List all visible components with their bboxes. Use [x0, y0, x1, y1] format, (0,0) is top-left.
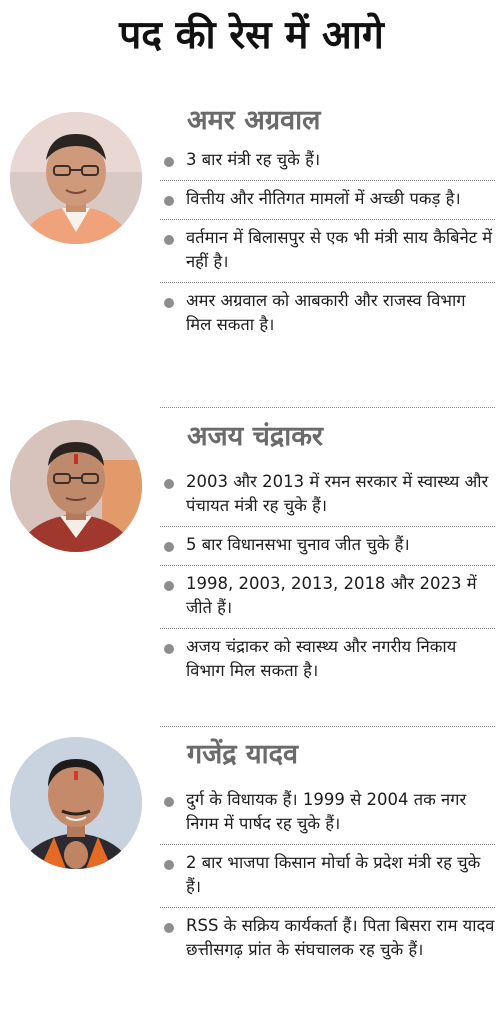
- profile-name: अजय चंद्राकर: [187, 421, 323, 452]
- bullet-list: [160, 782, 495, 970]
- bullet-icon: [164, 196, 174, 206]
- section-divider: [160, 407, 495, 408]
- bullet-icon: [164, 581, 174, 591]
- portrait-ajay-chandrakar-image: [10, 420, 142, 552]
- bullet-list: [160, 142, 495, 345]
- avatar: [10, 737, 142, 869]
- bullet-icon: [164, 923, 174, 933]
- portrait-gajendra-yadav-image: [10, 737, 142, 869]
- list-item: अमर अग्रवाल को आबकारी और राजस्व विभाग मिल सकता है।: [160, 283, 495, 345]
- list-item: 1998, 2003, 2013, 2018 और 2023 में जीते हैं।: [160, 566, 495, 629]
- bullet-list: [160, 464, 495, 691]
- bullet-icon: [164, 235, 174, 245]
- profile-name: अमर अग्रवाल: [187, 105, 321, 136]
- profile-name: गजेंद्र यादव: [187, 739, 298, 770]
- section-divider: [160, 726, 495, 727]
- bullet-icon: [164, 479, 174, 489]
- avatar: [10, 112, 142, 244]
- list-item: दुर्ग के विधायक हैं। 1999 से 2004 तक नगर निगम में पार्षद रह चुके हैं।: [160, 782, 495, 845]
- bullet-icon: [164, 298, 174, 308]
- avatar: [10, 420, 142, 552]
- bullet-icon: [164, 157, 174, 167]
- list-item: अजय चंद्राकर को स्वास्थ्य और नगरीय निकाय विभाग मिल सकता है।: [160, 629, 495, 691]
- list-item: वित्तीय और नीतिगत मामलों में अच्छी पकड़ है।: [160, 181, 495, 220]
- portrait-amar-agrawal-image: [10, 112, 142, 244]
- bullet-icon: [164, 797, 174, 807]
- page-title: पद की रेस में आगे: [119, 13, 384, 58]
- bullet-icon: [164, 860, 174, 870]
- list-item: 2 बार भाजपा किसान मोर्चा के प्रदेश मंत्री रह चुके हैं।: [160, 845, 495, 908]
- list-item: वर्तमान में बिलासपुर से एक भी मंत्री साय कैबिनेट में नहीं है।: [160, 220, 495, 283]
- list-item: 5 बार विधानसभा चुनाव जीत चुके हैं।: [160, 527, 495, 566]
- list-item: RSS के सक्रिय कार्यकर्ता हैं। पिता बिसरा राम यादव छत्तीसगढ़ प्रांत के संघचालक रह चुके हैं।: [160, 908, 495, 970]
- bullet-icon: [164, 542, 174, 552]
- list-item: 2003 और 2013 में रमन सरकार में स्वास्थ्य और पंचायत मंत्री रह चुके हैं।: [160, 464, 495, 527]
- bullet-icon: [164, 644, 174, 654]
- list-item: 3 बार मंत्री रह चुके हैं।: [160, 142, 495, 181]
